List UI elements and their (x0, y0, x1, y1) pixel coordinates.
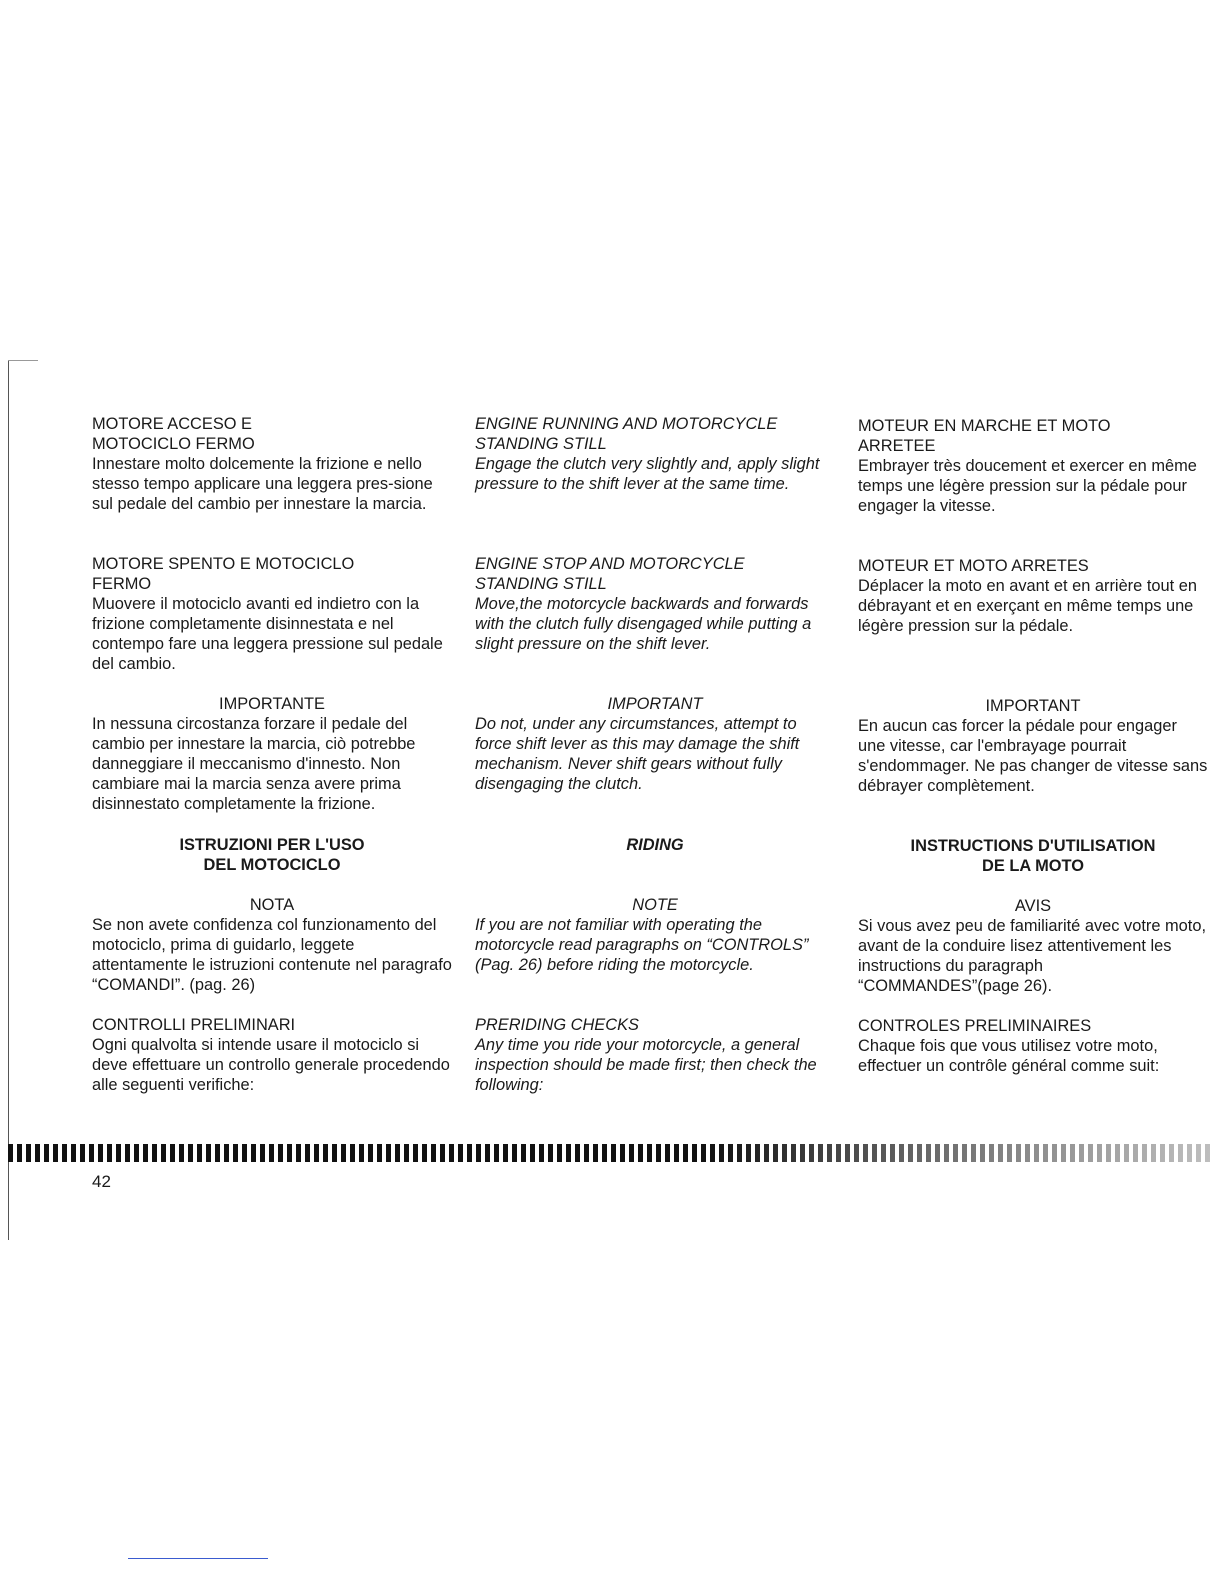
fr-section-engine-running (858, 416, 1208, 516)
fr-s6-body: Chaque fois que vous utilisez votre moto, effectuer un contrôle général comme suit: (858, 1037, 1160, 1075)
en-s6-body: Any time you ride your motorcycle, a general inspection should be made first; then check the following: (475, 1036, 817, 1094)
fr-s5-heading: AVIS (1014, 897, 1052, 915)
en-s2-title: ENGINE STOP AND MOTORCYCLE STANDING STILL (475, 555, 745, 593)
it-section-checks (92, 1015, 452, 1095)
fr-s3-heading: IMPORTANT (985, 697, 1081, 715)
it-s3-heading: IMPORTANTE (219, 695, 325, 713)
fr-section-engine-stop (858, 556, 1208, 636)
it-s5-heading: NOTA (249, 896, 295, 914)
fr-section-important (858, 696, 1208, 796)
it-section-engine-stop (92, 554, 452, 674)
fr-section-checks (858, 1016, 1208, 1076)
it-section-riding-title: ISTRUZIONI PER L'USO DEL MOTOCICLO (179, 836, 365, 874)
fr-s1-body: Embrayer très doucement et exercer en même temps une légère pression sur la pédale pour engager la vitesse. (858, 457, 1197, 515)
en-section-note (475, 895, 835, 975)
en-s5-heading: NOTE (632, 896, 678, 914)
fr-s2-body: Déplacer la moto en avant et en arrière tout en débrayant et en exerçant en même temps une légère pression sur la pédale. (858, 577, 1197, 635)
en-section-engine-stop (475, 554, 835, 654)
it-section-important (92, 694, 452, 814)
fr-s2-title: MOTEUR ET MOTO ARRETES (858, 557, 1089, 575)
en-s6-title: PRERIDING CHECKS (475, 1016, 639, 1034)
en-s3-heading: IMPORTANT (607, 695, 703, 713)
it-s5-body: Se non avete confidenza col funzionamento del motociclo, prima di guidarlo, leggete attentamente le istruzioni contenute nel paragrafo “COMANDI”. (pag. 26) (92, 916, 452, 994)
scan-corner-tick (8, 360, 38, 361)
bottom-rule (128, 1558, 268, 1559)
en-section-checks (475, 1015, 835, 1095)
it-s6-title: CONTROLLI PRELIMINARI (92, 1016, 296, 1034)
en-s5-body: If you are not familiar with operating the motorcycle read paragraphs on “CONTROLS” (Pag. 26) before riding the motorcycle. (475, 916, 809, 974)
it-s2-body: Muovere il motociclo avanti ed indietro con la frizione completamente disinnestata e nel contempo fare una leggera pressione sul pedale del cambio. (92, 595, 443, 673)
fr-s5-body: Si vous avez peu de familiarité avec votre moto, avant de la conduire lisez attentivement les instructions du paragraph “COMMANDES”(page 26). (858, 917, 1207, 995)
page-number: 42 (92, 1172, 111, 1191)
fr-s3-body: En aucun cas forcer la pédale pour engager une vitesse, car l'embrayage pourrait s'endommager. Ne pas changer de vitesse sans débrayer complètement. (858, 717, 1208, 795)
fr-s6-title: CONTROLES PRELIMINAIRES (858, 1017, 1092, 1035)
en-section-riding-title: RIDING (626, 836, 684, 854)
en-s3-body: Do not, under any circumstances, attempt to force shift lever as this may damage the shift mechanism. Never shift gears without fully disengaging the clutch. (475, 715, 800, 793)
it-s1-title: MOTORE ACCESO E MOTOCICLO FERMO (92, 415, 255, 453)
it-section-engine-running (92, 414, 452, 514)
en-section-engine-running (475, 414, 835, 494)
fr-section-note (858, 896, 1208, 996)
en-s2-body: Move,the motorcycle backwards and forwards with the clutch fully disengaged while putting a slight pressure on the shift lever. (475, 595, 812, 653)
it-s1-body: Innestare molto dolcemente la frizione e nello stesso tempo applicare una leggera pres-sione sul pedale del cambio per innestare la marcia. (92, 455, 433, 513)
en-s1-title: ENGINE RUNNING AND MOTORCYCLE STANDING STILL (475, 415, 778, 453)
fr-section-riding-title: INSTRUCTIONS D'UTILISATION DE LA MOTO (910, 837, 1156, 875)
it-section-note (92, 895, 452, 995)
en-s1-body: Engage the clutch very slightly and, apply slight pressure to the shift lever at the same time. (475, 455, 820, 493)
registration-tick-fade (700, 1144, 1212, 1162)
scan-edge-line (8, 360, 9, 1240)
it-s6-body: Ogni qualvolta si intende usare il motociclo si deve effettuare un controllo generale procedendo alle seguenti verifiche: (92, 1036, 450, 1094)
en-section-important (475, 694, 835, 794)
fr-s1-title: MOTEUR EN MARCHE ET MOTO ARRETEE (858, 417, 1111, 455)
it-s2-title: MOTORE SPENTO E MOTOCICLO FERMO (92, 555, 355, 593)
it-s3-body: In nessuna circostanza forzare il pedale del cambio per innestare la marcia, ciò potrebbe danneggiare il meccanismo d'innesto. Non cambiare mai la marcia senza avere prima disinnestato completamente la frizione. (92, 715, 416, 813)
